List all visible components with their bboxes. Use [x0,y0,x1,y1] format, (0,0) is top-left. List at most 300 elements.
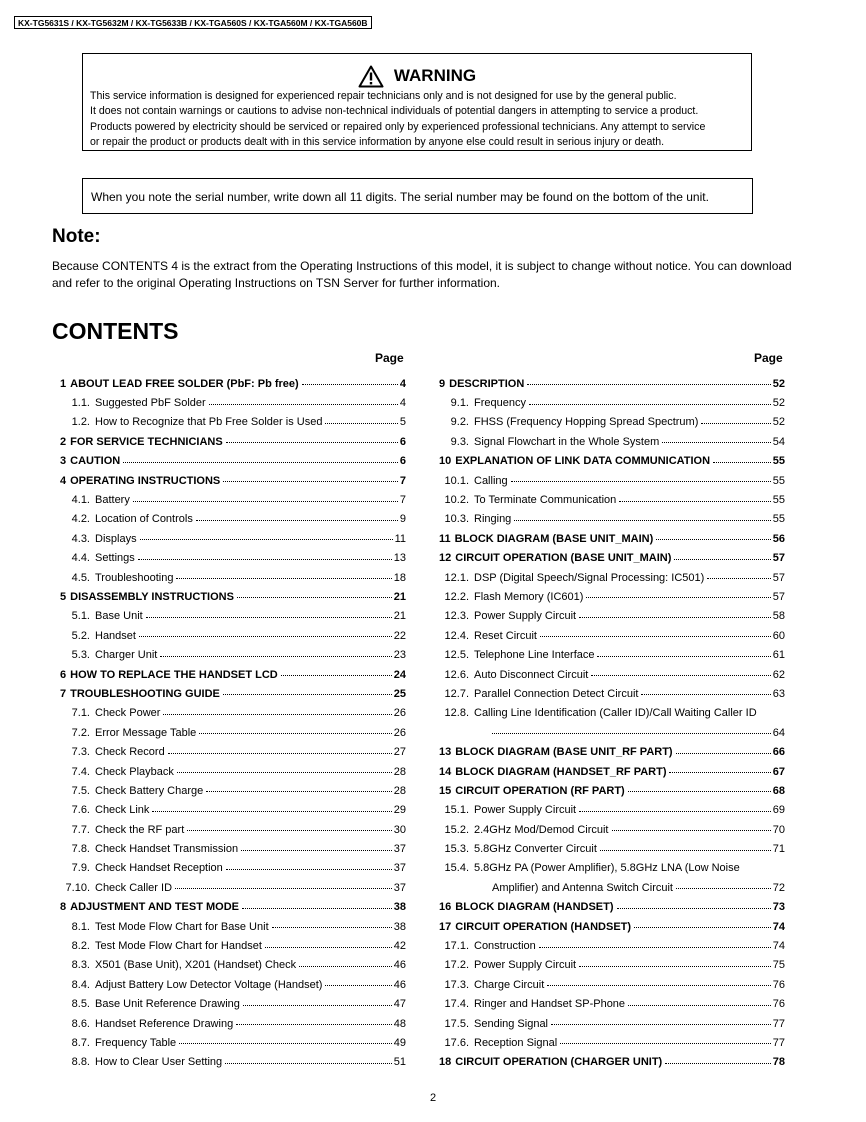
toc-entry-page: 60 [772,629,785,642]
toc-dot-leader [628,1005,771,1006]
toc-entry-number: 15.1. [444,804,469,817]
toc-entry-number: 7.5. [71,784,90,797]
toc-entry-title: Check Handset Reception [95,862,223,875]
toc-entry-title: EXPLANATION OF LINK DATA COMMUNICATION [455,455,711,468]
toc-entry[interactable] [60,665,406,684]
toc-entry[interactable] [439,684,785,703]
toc-entry-page: 77 [772,1017,785,1030]
toc-entry-page: 76 [772,998,785,1011]
toc-entry-page: 6 [399,455,406,468]
toc-entry[interactable] [439,956,785,975]
toc-entry[interactable] [439,432,785,451]
toc-entry[interactable] [60,995,406,1014]
toc-entry-title: Check Link [95,804,150,817]
toc-entry-number: 17.4. [444,998,469,1011]
toc-entry-page: 66 [772,746,785,759]
toc-entry-page: 61 [772,649,785,662]
toc-entry-title: CIRCUIT OPERATION (CHARGER UNIT) [455,1056,663,1069]
toc-dot-leader [656,539,771,540]
toc-entry-page: 30 [393,823,406,836]
toc-entry-number: 17.3. [444,978,469,991]
toc-entry[interactable] [60,956,406,975]
toc-entry-number: 9 [439,377,446,390]
toc-dot-leader [299,966,392,967]
toc-dot-leader [579,617,771,618]
toc-entry-number: 14 [439,765,452,778]
toc-entry-number: 17.5. [444,1017,469,1030]
toc-dot-leader [187,830,391,831]
toc-dot-leader [242,908,392,909]
toc-dot-leader [529,404,771,405]
toc-entry[interactable] [439,587,785,606]
toc-entry-title: To Terminate Communication [474,494,617,507]
toc-dot-leader [612,830,771,831]
toc-entry-title: Test Mode Flow Chart for Handset [95,940,262,953]
warning-title: WARNING [393,66,477,85]
toc-dot-leader [152,811,391,812]
toc-entry-page: 29 [393,804,406,817]
toc-entry-page: 78 [772,1056,785,1069]
toc-entry-title: Check Record [95,746,165,759]
toc-entry-number: 4.1. [71,494,90,507]
toc-entry[interactable] [439,975,785,994]
toc-entry[interactable] [60,762,406,781]
toc-dot-leader [163,714,391,715]
toc-entry[interactable] [60,413,406,432]
toc-dot-leader [579,811,771,812]
toc-entry[interactable] [60,374,406,393]
toc-entry-title: Telephone Line Interface [474,649,595,662]
toc-entry[interactable] [60,839,406,858]
toc-entry-number: 7.9. [71,862,90,875]
toc-dot-leader [641,694,770,695]
toc-entry-title: X501 (Base Unit), X201 (Handset) Check [95,959,297,972]
toc-entry[interactable] [439,995,785,1014]
toc-entry-number: 7.6. [71,804,90,817]
toc-dot-leader [628,791,771,792]
toc-dot-leader [492,733,771,734]
toc-entry-title: BLOCK DIAGRAM (BASE UNIT_RF PART) [455,746,673,759]
note-heading: Note: [52,226,101,247]
toc-entry-number: 9.1. [450,397,469,410]
toc-entry-page: 55 [772,474,785,487]
toc-entry-page: 58 [772,610,785,623]
toc-entry-page: 38 [393,901,406,914]
toc-entry-title: ADJUSTMENT AND TEST MODE [70,901,239,914]
toc-entry-page: 21 [393,590,406,603]
toc-entry-title: Signal Flowchart in the Whole System [474,435,660,448]
toc-entry-title: Charger Unit [95,649,158,662]
toc-entry[interactable] [60,568,406,587]
toc-entry-page: 55 [772,513,785,526]
toc-right-column [439,374,785,1072]
toc-entry-title: DISASSEMBLY INSTRUCTIONS [70,590,234,603]
toc-entry-page: 42 [393,940,406,953]
toc-entry[interactable] [439,510,785,529]
toc-entry[interactable] [60,510,406,529]
toc-entry-page: 63 [772,687,785,700]
toc-entry[interactable] [439,471,785,490]
toc-entry-number: 1 [60,377,67,390]
toc-entry-page: 22 [393,629,406,642]
toc-entry-title: Troubleshooting [95,571,174,584]
toc-entry[interactable] [439,374,785,393]
toc-entry-title: Power Supply Circuit [474,610,577,623]
toc-entry-title: Amplifier) and Antenna Switch Circuit [492,881,673,894]
toc-entry-page: 18 [393,571,406,584]
toc-dot-leader [669,772,770,773]
toc-entry-number: 12.8. [444,707,469,720]
toc-entry[interactable] [60,452,406,471]
page-number: 2 [429,1092,437,1104]
toc-entry-page: 76 [772,978,785,991]
toc-dot-leader [237,597,392,598]
toc-dot-leader [539,947,771,948]
toc-entry-number: 17.6. [444,1036,469,1049]
toc-entry-title: Calling Line Identification (Caller ID)/Call Waiting Caller ID [474,707,757,720]
toc-entry[interactable] [439,762,785,781]
toc-entry-page: 46 [393,978,406,991]
toc-entry-title: BLOCK DIAGRAM (HANDSET_RF PART) [455,765,667,778]
toc-entry-title: DSP (Digital Speech/Signal Processing: IC501) [474,571,705,584]
toc-entry-number: 15 [439,784,452,797]
toc-entry[interactable] [60,801,406,820]
toc-entry-number: 8.8. [71,1056,90,1069]
toc-entry[interactable] [439,723,785,742]
toc-entry-page: 9 [399,513,406,526]
toc-dot-leader [591,675,770,676]
toc-entry-title: Location of Controls [95,513,193,526]
toc-entry[interactable] [439,1033,785,1052]
toc-entry-number: 13 [439,746,452,759]
toc-dot-leader [223,481,398,482]
toc-dot-leader [676,753,771,754]
toc-left-column [60,374,406,1072]
toc-dot-leader [540,636,771,637]
toc-dot-leader [662,442,771,443]
toc-entry-number: 12.5. [444,649,469,662]
toc-entry[interactable] [60,975,406,994]
toc-entry[interactable] [60,490,406,509]
toc-entry-page: 37 [393,843,406,856]
toc-entry-number: 4.5. [71,571,90,584]
toc-entry[interactable] [60,529,406,548]
toc-entry-number: 12.2. [444,590,469,603]
toc-entry-title: Charge Circuit [474,978,545,991]
toc-entry[interactable] [439,665,785,684]
toc-entry[interactable] [60,607,406,626]
toc-dot-leader [634,927,771,928]
toc-entry-number: 1.1. [71,397,90,410]
toc-entry-page: 64 [772,726,785,739]
page-column-label-left: Page [375,351,404,365]
toc-entry-title: CIRCUIT OPERATION (BASE UNIT_MAIN) [455,552,672,565]
toc-entry[interactable] [439,936,785,955]
toc-entry-page: 74 [772,920,785,933]
warning-triangle-icon [358,65,384,88]
toc-dot-leader [597,656,770,657]
toc-entry-title: Test Mode Flow Chart for Base Unit [95,920,269,933]
warning-title-row [90,63,744,89]
toc-entry[interactable] [60,1014,406,1033]
toc-entry-title: Check Playback [95,765,174,778]
toc-entry-number: 12.6. [444,668,469,681]
toc-entry-title: Power Supply Circuit [474,804,577,817]
toc-entry-title: Frequency [474,397,526,410]
toc-entry-page: 13 [393,552,406,565]
toc-entry-page: 56 [772,532,785,545]
toc-entry[interactable] [439,645,785,664]
toc-entry-number: 16 [439,901,452,914]
toc-entry-page: 72 [772,881,785,894]
toc-entry[interactable] [60,587,406,606]
toc-entry[interactable] [60,645,406,664]
toc-entry-page: 7 [399,474,406,487]
toc-dot-leader [265,947,392,948]
toc-entry-number: 5.1. [71,610,90,623]
toc-dot-leader [707,578,770,579]
toc-entry-title: Check Power [95,707,161,720]
toc-entry-title: Sending Signal [474,1017,549,1030]
toc-dot-leader [177,772,392,773]
toc-entry-page: 77 [772,1036,785,1049]
toc-entry[interactable] [439,393,785,412]
toc-entry-number: 1.2. [71,416,90,429]
toc-entry-number: 15.3. [444,843,469,856]
toc-entry-page: 23 [393,649,406,662]
toc-entry[interactable] [439,898,785,917]
toc-entry-title: BLOCK DIAGRAM (HANDSET) [455,901,614,914]
toc-entry-number: 4.2. [71,513,90,526]
toc-entry[interactable] [439,859,785,878]
toc-entry-number: 4.4. [71,552,90,565]
toc-entry-title: ABOUT LEAD FREE SOLDER (PbF: Pb free) [70,377,299,390]
toc-entry-page: 28 [393,765,406,778]
toc-entry-title: TROUBLESHOOTING GUIDE [70,687,220,700]
toc-entry-title: Error Message Table [95,726,197,739]
toc-entry[interactable] [60,936,406,955]
toc-entry-page: 57 [772,571,785,584]
toc-dot-leader [547,985,770,986]
toc-entry-number: 8.6. [71,1017,90,1030]
toc-entry-page: 46 [393,959,406,972]
toc-entry[interactable] [439,626,785,645]
toc-entry-number: 4.3. [71,532,90,545]
toc-entry-number: 7.7. [71,823,90,836]
page-column-label-right: Page [754,351,783,365]
toc-entry-number: 12.3. [444,610,469,623]
warning-line: It does not contain warnings or cautions to advise non-technical individuals of potential dangers in attempting to service a product. [90,105,699,118]
toc-entry-title: FOR SERVICE TECHNICIANS [70,435,223,448]
serial-number-note: When you note the serial number, write down all 11 digits. The serial number may be found on the bottom of the unit. [82,178,753,214]
toc-dot-leader [206,791,392,792]
toc-entry[interactable] [439,801,785,820]
toc-entry[interactable] [60,393,406,412]
toc-entry[interactable] [60,684,406,703]
toc-dot-leader [140,539,393,540]
toc-dot-leader [560,1043,771,1044]
toc-entry-number: 12 [439,552,452,565]
toc-entry-number: 7.3. [71,746,90,759]
toc-entry[interactable] [439,1014,785,1033]
toc-dot-leader [551,1024,771,1025]
toc-entry[interactable] [439,549,785,568]
toc-entry[interactable] [439,878,785,897]
toc-entry-page: 75 [772,959,785,972]
toc-entry-title: Settings [95,552,135,565]
toc-entry-number: 7.10. [65,881,90,894]
toc-entry[interactable] [439,1053,785,1072]
toc-entry[interactable] [439,781,785,800]
toc-dot-leader [196,520,398,521]
toc-entry[interactable] [60,704,406,723]
toc-entry[interactable] [60,917,406,936]
toc-entry[interactable] [439,568,785,587]
toc-dot-leader [325,423,397,424]
toc-entry-title: Check Battery Charge [95,784,204,797]
toc-entry[interactable] [439,607,785,626]
toc-entry[interactable] [439,917,785,936]
toc-entry-title: Suggested PbF Solder [95,397,206,410]
toc-entry-page: 47 [393,998,406,1011]
toc-entry[interactable] [60,742,406,761]
toc-entry-title: Reset Circuit [474,629,537,642]
toc-entry[interactable] [439,820,785,839]
toc-entry[interactable] [60,820,406,839]
toc-entry[interactable] [60,781,406,800]
toc-entry-number: 7.8. [71,843,90,856]
toc-entry-number: 9.2. [450,416,469,429]
toc-entry-number: 8.3. [71,959,90,972]
toc-entry-title: Check Handset Transmission [95,843,239,856]
toc-entry[interactable] [439,704,785,723]
toc-dot-leader [272,927,392,928]
toc-dot-leader [701,423,770,424]
toc-entry-title: How to Clear User Setting [95,1056,223,1069]
toc-entry-number: 12.1. [444,571,469,584]
toc-entry-number: 15.2. [444,823,469,836]
toc-entry-title: Ringing [474,513,512,526]
toc-dot-leader [176,578,391,579]
toc-dot-leader [281,675,392,676]
toc-dot-leader [514,520,770,521]
toc-entry[interactable] [439,839,785,858]
toc-entry-page: 38 [393,920,406,933]
toc-entry-page: 55 [772,455,785,468]
toc-entry-title: Base Unit [95,610,143,623]
toc-entry[interactable] [60,1033,406,1052]
toc-entry-number: 7 [60,687,67,700]
toc-entry-number: 5 [60,590,67,603]
toc-entry-title: Reception Signal [474,1036,558,1049]
toc-entry[interactable] [60,1053,406,1072]
toc-dot-leader [243,1005,392,1006]
toc-entry[interactable] [439,452,785,471]
toc-entry-page: 11 [394,532,406,545]
toc-dot-leader [617,908,771,909]
toc-dot-leader [123,462,398,463]
toc-dot-leader [139,636,392,637]
toc-entry-number: 5.3. [71,649,90,662]
toc-entry[interactable] [439,490,785,509]
toc-entry[interactable] [60,432,406,451]
toc-entry-number: 10.3. [444,513,469,526]
toc-entry[interactable] [60,471,406,490]
toc-dot-leader [713,462,771,463]
toc-entry-number: 4 [60,474,67,487]
toc-dot-leader [241,850,392,851]
toc-entry[interactable] [60,898,406,917]
toc-entry-page: 54 [772,435,785,448]
toc-entry-title: FHSS (Frequency Hopping Spread Spectrum) [474,416,699,429]
toc-entry-number: 12.4. [444,629,469,642]
toc-entry-number: 8 [60,901,67,914]
toc-entry-number: 17.1. [444,940,469,953]
toc-entry-page: 37 [393,862,406,875]
toc-entry-title: OPERATING INSTRUCTIONS [70,474,221,487]
toc-entry[interactable] [60,723,406,742]
toc-dot-leader [209,404,398,405]
toc-dot-leader [146,617,392,618]
toc-entry[interactable] [439,413,785,432]
toc-dot-leader [676,888,771,889]
warning-line: This service information is designed for experienced repair technicians only and is not designed for use by the general public. [90,90,677,102]
toc-entry-title: How to Recognize that Pb Free Solder is Used [95,416,323,429]
toc-entry-page: 4 [399,397,406,410]
toc-entry[interactable] [60,626,406,645]
toc-entry[interactable] [439,742,785,761]
toc-entry[interactable] [439,529,785,548]
toc-entry-page: 70 [772,823,785,836]
toc-entry-page: 5 [399,416,406,429]
toc-entry-number: 11 [439,532,451,545]
toc-entry-title: Frequency Table [95,1036,177,1049]
toc-entry-title: Power Supply Circuit [474,959,577,972]
toc-entry-page: 74 [772,940,785,953]
toc-entry-page: 62 [772,668,785,681]
toc-entry-number: 8.7. [71,1036,90,1049]
toc-entry-number: 8.5. [71,998,90,1011]
toc-dot-leader [199,733,391,734]
toc-entry-page: 57 [772,552,785,565]
toc-dot-leader [674,559,770,560]
toc-entry-title: HOW TO REPLACE THE HANDSET LCD [70,668,278,681]
toc-entry-title: Adjust Battery Low Detector Voltage (Handset) [95,978,323,991]
toc-dot-leader [527,384,770,385]
toc-entry[interactable] [60,549,406,568]
toc-entry-page: 69 [772,804,785,817]
toc-dot-leader [138,559,392,560]
toc-entry-title: Base Unit Reference Drawing [95,998,240,1011]
toc-entry-title: CIRCUIT OPERATION (HANDSET) [455,920,632,933]
toc-entry-number: 17 [439,920,452,933]
toc-entry-number: 9.3. [450,435,469,448]
toc-entry[interactable] [60,878,406,897]
toc-entry-page: 25 [393,687,406,700]
toc-dot-leader [226,869,392,870]
toc-entry-number: 8.1. [71,920,90,933]
toc-entry-title: Check the RF part [95,823,185,836]
toc-entry-title: CIRCUIT OPERATION (RF PART) [455,784,625,797]
toc-entry-number: 3 [60,455,67,468]
toc-entry-page: 52 [772,416,785,429]
toc-entry-number: 10.1. [444,474,469,487]
toc-entry-page: 7 [399,494,406,507]
toc-entry-page: 4 [399,377,406,390]
toc-entry-page: 73 [772,901,785,914]
warning-line: Products powered by electricity should be serviced or repaired only by experienced professional technicians. Any attempt to service [90,120,706,133]
toc-entry[interactable] [60,859,406,878]
